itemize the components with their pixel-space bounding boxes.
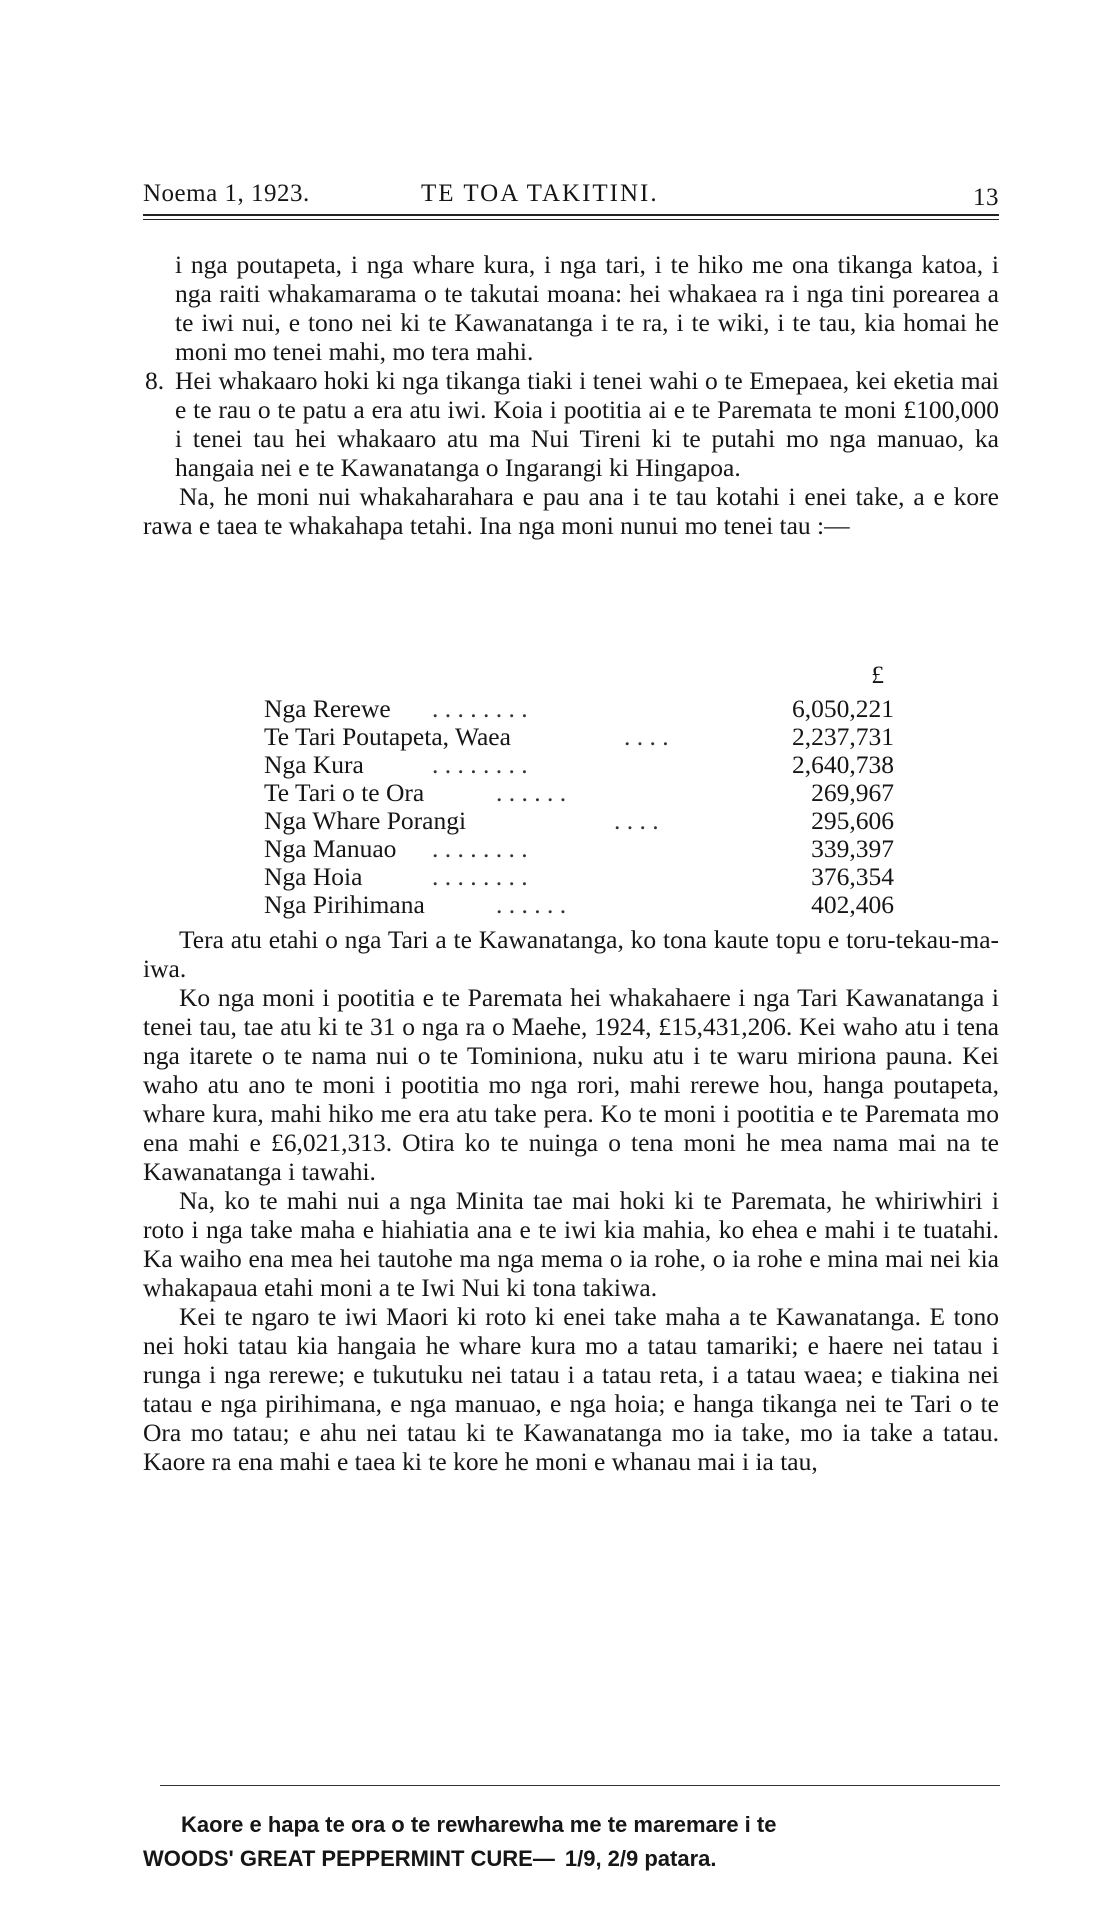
table-row [264, 806, 894, 834]
numbered-item [143, 366, 999, 482]
advertisement [143, 1808, 1013, 1876]
row-value: 295,606 [811, 806, 894, 835]
row-label: Te Tari o te Ora [264, 778, 425, 807]
item-number: 8. [145, 366, 165, 395]
row-label: Nga Kura [264, 750, 364, 779]
row-value: 6,050,221 [792, 694, 894, 723]
page-header [143, 176, 999, 216]
advert-line [143, 1842, 1013, 1876]
paragraph: Kei te ngaro te iwi Maori ki roto ki enei take maha a te Kawanatanga. E tono nei hoki tatau kia hangaia he whare kura mo a tatau tamariki; e haere nei tatau i runga i nga rerewe; e tukutuku nei tatau i a tatau reta, i a tatau waea; e tiakina nei tatau e nga pirihimana, e nga manuao, e nga hoia; e hanga tikanga nei te Tari o te Ora mo tatau; e ahu nei tatau ki te Kawanatanga mo ia take, mo ia take a tatau. Kaore ra ena mahi e taea ki te kore he moni e whanau mai i ia tau, [143, 1302, 999, 1476]
row-leader: . . . . . . . . [432, 862, 528, 891]
header-rule-thin [143, 219, 999, 220]
table-row [264, 722, 894, 750]
table-row [264, 890, 894, 918]
row-leader: . . . . [614, 806, 659, 835]
table-row [264, 750, 894, 778]
row-label: Nga Hoia [264, 862, 363, 891]
table-row [264, 778, 894, 806]
row-leader: . . . . . . . . [432, 834, 528, 863]
article-body [143, 925, 999, 1476]
issue-date: Noema 1, 1923. [143, 180, 310, 207]
advert-brand: WOODS' GREAT PEPPERMINT CURE— [143, 1846, 555, 1871]
continued-paragraph: i nga poutapeta, i nga whare kura, i nga tari, i te hiko me ona tikanga katoa, i nga raiti whakamarama o te takutai moana: hei whakaea ra i nga tini porearea a te iwi nui, e tono nei ki te Kawanatanga i te ra, i te wiki, i te tau, kia homai he moni mo tenei mahi, mo tera mahi. [175, 250, 999, 366]
row-label: Nga Rerewe [264, 694, 391, 723]
masthead-title: TE TOA TAKITINI. [421, 180, 659, 207]
lead-in-paragraph: Na, he moni nui whakaharahara e pau ana i te tau kotahi i enei take, a e kore rawa e taea te whakahapa tetahi. Ina nga moni nunui mo tenei tau :— [143, 482, 999, 540]
paragraph: Ko nga moni i pootitia e te Paremata hei whakahaere i nga Tari Kawanatanga i tenei tau, tae atu ki te 31 o nga ra o Maehe, 1924, £15,431,206. Kei waho atu i tena nga itarete o te nama nui o te Tominiona, nuku atu i te waru miriona pauna. Kei waho atu ano te moni i pootitia mo nga rori, mahi rerewe hou, hanga poutapeta, whare kura, mahi hiko me era atu take pera. Ko te moni i pootitia e te Paremata mo ena mahi e £6,021,313. Otira ko te nuinga o tena moni he mea nama mai na te Kawanatanga i tawahi. [143, 983, 999, 1186]
row-label: Nga Whare Porangi [264, 806, 467, 835]
row-value: 2,640,738 [792, 750, 894, 779]
row-leader: . . . . [624, 722, 669, 751]
row-leader: . . . . . . [496, 890, 567, 919]
row-label: Nga Manuao [264, 834, 397, 863]
advert-rule [160, 1785, 1000, 1786]
currency-header: £ [871, 660, 884, 689]
row-leader: . . . . . . [496, 778, 567, 807]
advert-prices: 1/9, 2/9 patara. [564, 1846, 717, 1871]
header-rule [143, 214, 999, 216]
advert-line: Kaore e hapa te ora o te rewharewha me te maremare i te [181, 1812, 777, 1837]
item-text: Hei whakaaro hoki ki nga tikanga tiaki i tenei wahi o te Emepaea, kei eketia mai e te rau o te patu a era atu iwi. Koia i pootitia ai e te Paremata te moni £100,000 i tenei tau hei whakaaro atu ma Nui Tireni ki te putahi mo nga manuao, ka hangaia nei e te Kawanatanga o Ingarangi ki Hingapoa. [175, 366, 999, 482]
row-label: Nga Pirihimana [264, 890, 425, 919]
row-value: 269,967 [811, 778, 894, 807]
row-value: 2,237,731 [792, 722, 894, 751]
row-leader: . . . . . . . . [432, 694, 528, 723]
table-row [264, 834, 894, 862]
article-intro [143, 250, 999, 540]
row-value: 339,397 [811, 834, 894, 863]
row-value: 402,406 [811, 890, 894, 919]
paragraph: Tera atu etahi o nga Tari a te Kawanatanga, ko tona kaute topu e toru-tekau-ma-iwa. [143, 925, 999, 983]
paragraph: Na, ko te mahi nui a nga Minita tae mai hoki ki te Paremata, he whiriwhiri i roto i nga take maha e hiahiatia ana e te iwi kia mahia, ko ehea e mahi i te tuatahi. Ka waiho ena mea hei tautohe ma nga mema o ia rohe, o ia rohe e mina mai nei kia whakapaua etahi moni a te Iwi Nui ki tona takiwa. [143, 1186, 999, 1302]
table-row [264, 694, 894, 722]
row-label: Te Tari Poutapeta, Waea [264, 722, 511, 751]
row-leader: . . . . . . . . [432, 750, 528, 779]
row-value: 376,354 [811, 862, 894, 891]
page-number: 13 [973, 184, 999, 211]
table-row [264, 862, 894, 890]
